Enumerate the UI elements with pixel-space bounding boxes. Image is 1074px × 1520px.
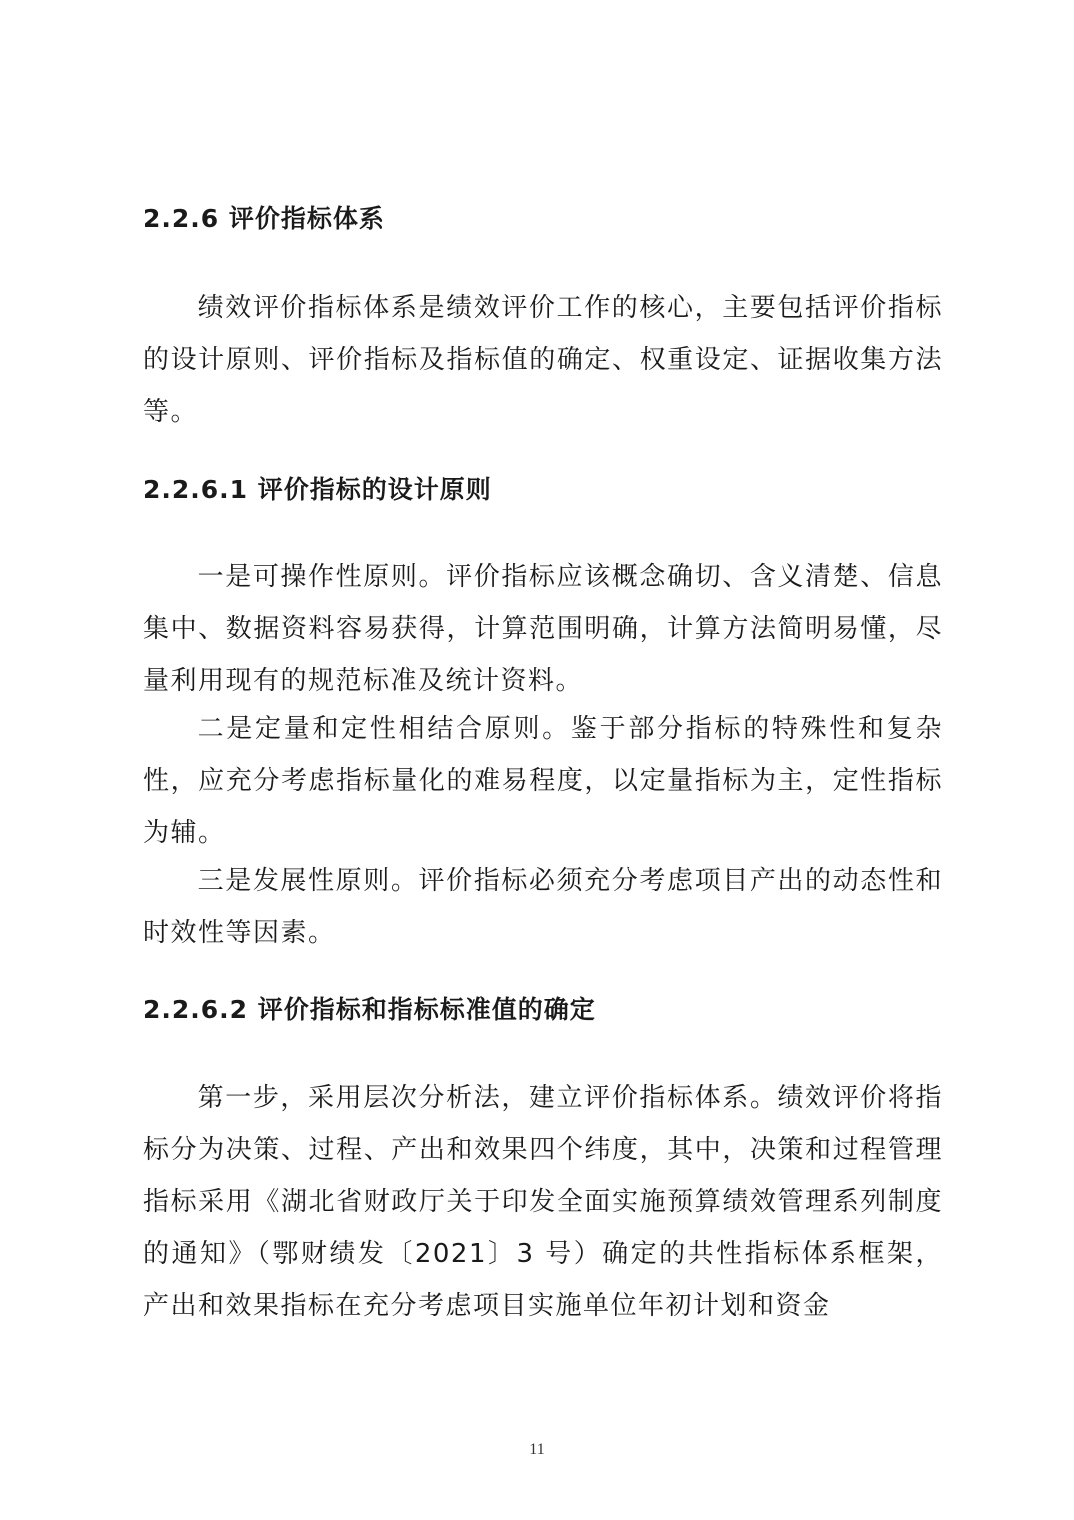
section-heading-2-2-6: 2.2.6 评价指标体系 xyxy=(143,204,385,233)
paragraph-quantitative-qualitative-principle: 二是定量和定性相结合原则。鉴于部分指标的特殊性和复杂性，应充分考虑指标量化的难易程度，以定量指标为主，定性指标为辅。 xyxy=(143,714,943,848)
section-heading-2-2-6-1: 2.2.6.1 评价指标的设计原则 xyxy=(143,475,492,504)
paragraph-indicator-system-intro: 绩效评价指标体系是绩效评价工作的核心，主要包括评价指标的设计原则、评价指标及指标值的确定、权重设定、证据收集方法等。 xyxy=(143,293,943,427)
paragraph-operability-principle: 一是可操作性原则。评价指标应该概念确切、含义清楚、信息集中、数据资料容易获得，计算范围明确，计算方法简明易懂，尽量利用现有的规范标准及统计资料。 xyxy=(143,562,943,696)
paragraph-development-principle: 三是发展性原则。评价指标必须充分考虑项目产出的动态性和时效性等因素。 xyxy=(143,866,943,948)
section-heading-2-2-6-2: 2.2.6.2 评价指标和指标标准值的确定 xyxy=(143,995,596,1024)
page-number: 11 xyxy=(529,1441,545,1458)
paragraph-step-one: 第一步，采用层次分析法，建立评价指标体系。绩效评价将指标分为决策、过程、产出和效果四个纬度，其中，决策和过程管理指标采用《湖北省财政厅关于印发全面实施预算绩效管理系列制度的通知》（鄂财绩发〔2021〕3 号）确定的共性指标体系框架，产出和效果指标在充分考虑项目实施单位年初计划和资金 xyxy=(143,1083,943,1321)
